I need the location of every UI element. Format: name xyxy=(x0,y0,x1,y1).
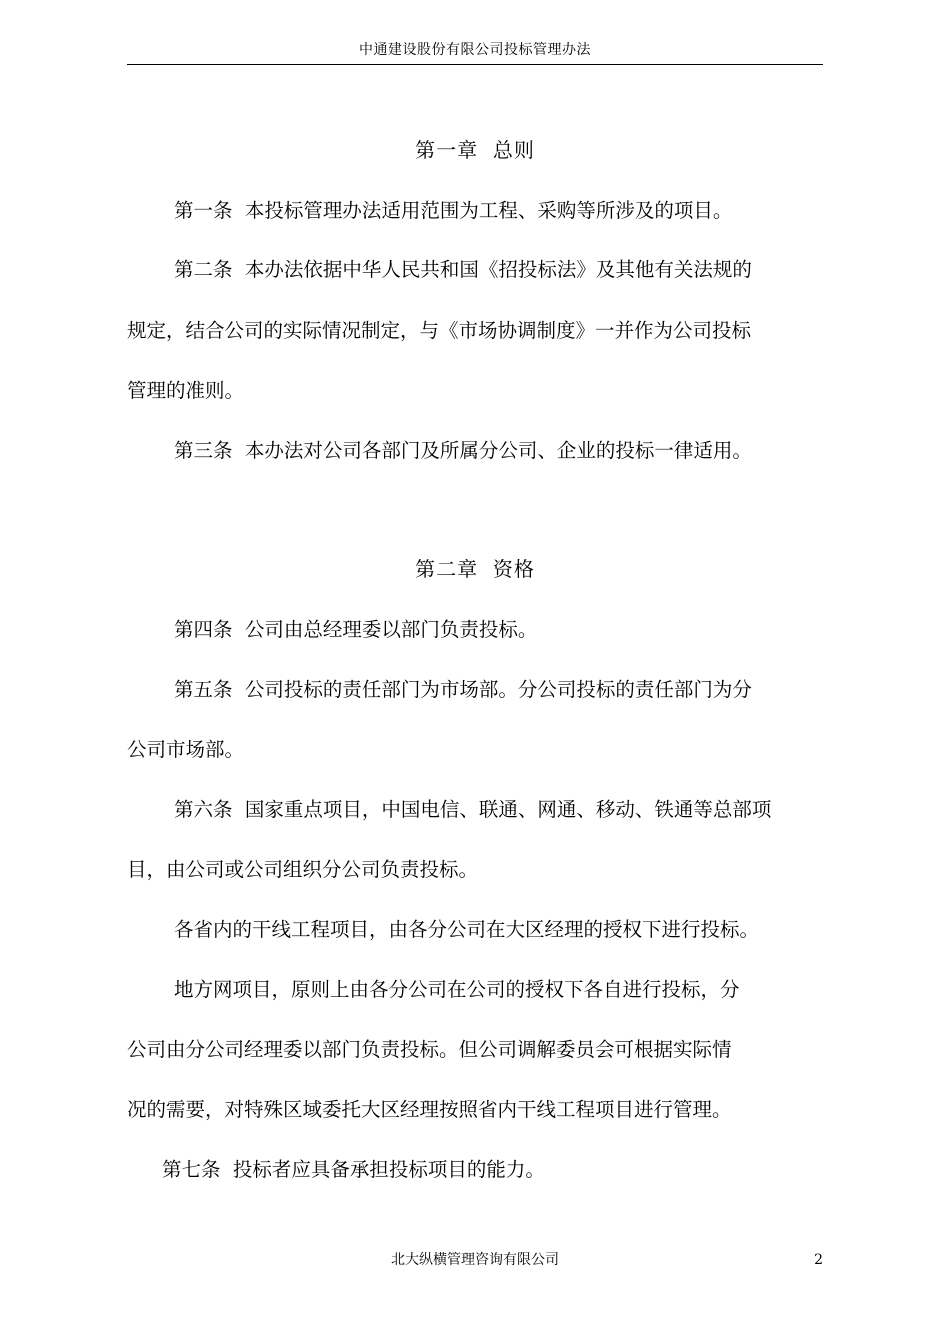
chapter-title: 第二章 资格 xyxy=(415,557,535,581)
article-4: 第四条 公司由总经理委以部门负责投标。 xyxy=(174,618,538,641)
article-5-continued: 公司市场部。 xyxy=(127,738,245,761)
article-3: 第三条 本办法对公司各部门及所属分公司、企业的投标一律适用。 xyxy=(174,439,752,462)
article-2-continued: 管理的准则。 xyxy=(127,379,245,402)
article-7: 第七条 投标者应具备承担投标项目的能力。 xyxy=(162,1158,545,1181)
article-6-continued: 目，由公司或公司组织分公司负责投标。 xyxy=(127,858,479,881)
article-6: 第六条 国家重点项目，中国电信、联通、网通、移动、铁通等总部项 xyxy=(174,798,772,821)
article-5: 第五条 公司投标的责任部门为市场部。分公司投标的责任部门为分 xyxy=(174,678,752,701)
paragraph-local-network: 地方网项目，原则上由各分公司在公司的授权下各自进行投标，分 xyxy=(174,978,740,1001)
paragraph-local-network-continued: 况的需要，对特殊区域委托大区经理按照省内干线工程项目进行管理。 xyxy=(127,1098,732,1121)
page-header: 中通建设股份有限公司投标管理办法 xyxy=(359,42,591,58)
page-footer: 北大纵横管理咨询有限公司 xyxy=(391,1252,559,1268)
page-number: 2 xyxy=(814,1252,823,1268)
article-2: 第二条 本办法依据中华人民共和国《招投标法》及其他有关法规的 xyxy=(174,258,752,281)
article-2-continued: 规定，结合公司的实际情况制定，与《市场协调制度》一并作为公司投标 xyxy=(127,319,752,342)
article-1: 第一条 本投标管理办法适用范围为工程、采购等所涉及的项目。 xyxy=(174,199,733,222)
paragraph-provincial: 各省内的干线工程项目，由各分公司在大区经理的授权下进行投标。 xyxy=(174,918,760,941)
chapter-title: 第一章 总则 xyxy=(415,138,535,162)
header-divider xyxy=(127,64,823,65)
paragraph-local-network-continued: 公司由分公司经理委以部门负责投标。但公司调解委员会可根据实际情 xyxy=(127,1038,732,1061)
